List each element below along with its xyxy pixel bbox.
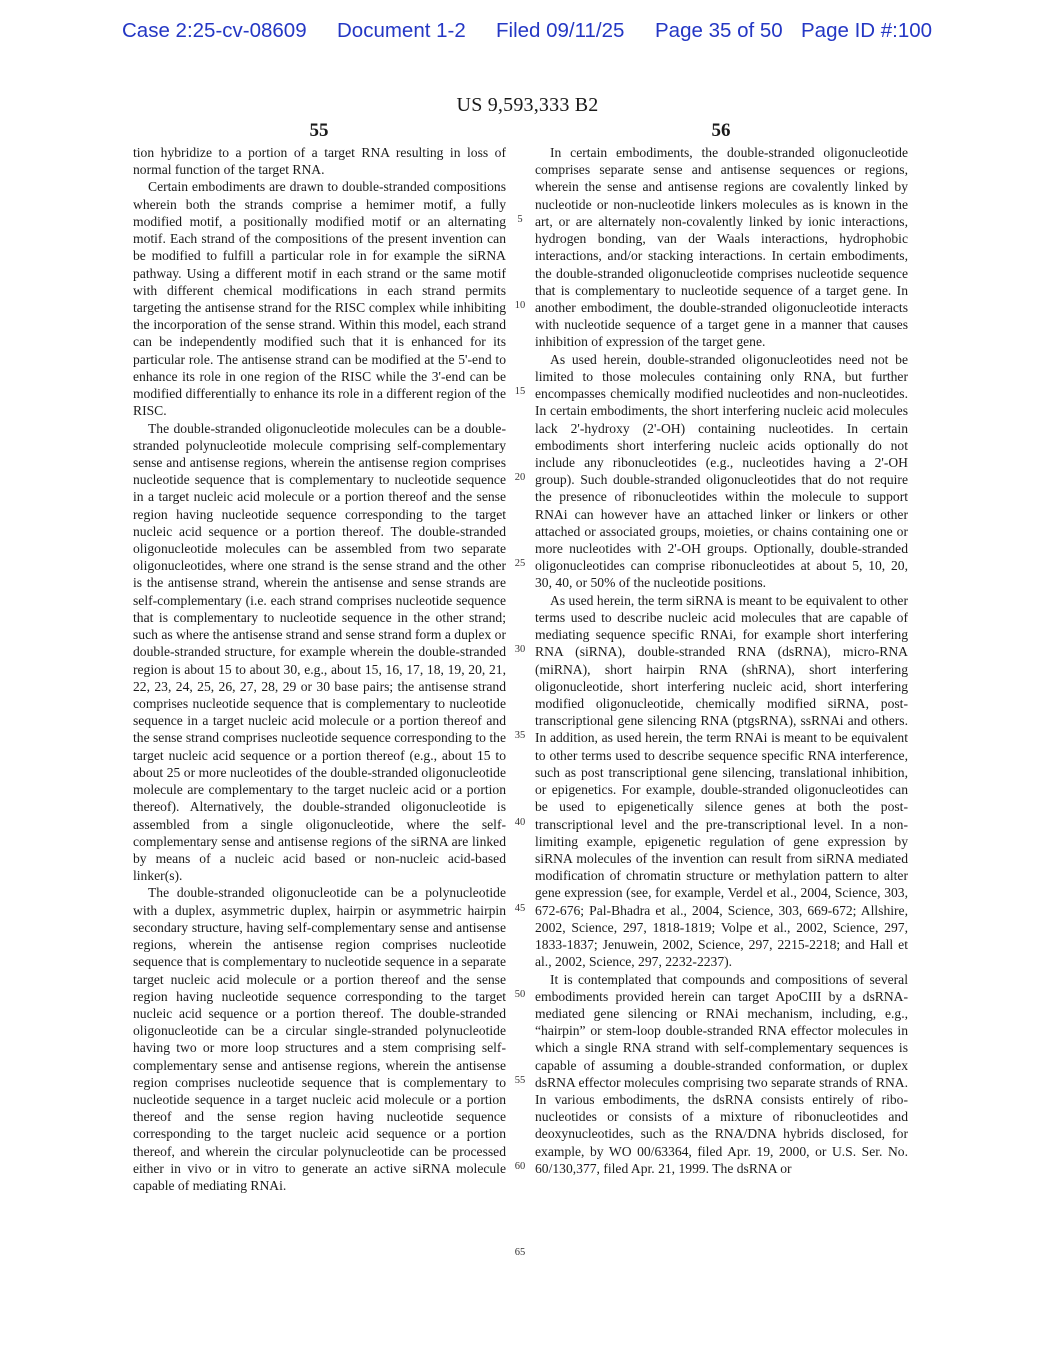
line-number: 20 [514, 472, 526, 483]
right-column [535, 144, 908, 1304]
left-paragraph: The double-stranded oligonucleotide can be a polynucleotide with a duplex, asymmetric duplex, hairpin or asymmetric hairpin secondary structure, having self-complementary sense and antisense regions, wherein the antisense region comprises nucleotide sequence that is complementary to nucleotide sequence in a separate target nucleic acid molecule or a portion thereof and the sense region having nucleotide sequence corresponding to the target nucleic acid sequence or a portion thereof. The double-stranded oligonucleotide can be a circular single-stranded polynucleotide having two or more loop structures and a stem comprising self-complementary sense and antisense regions, wherein the antisense region comprises nucleotide sequence that is complementary to nucleotide sequence in a target nucleic acid molecule or a portion thereof and the sense region having nucleotide sequence corresponding to the target nucleic acid sequence or a portion thereof, and wherein the circular polynucleotide can be processed either in vivo or in vitro to generate an active siRNA molecule capable of mediating RNAi. [133, 885, 506, 1194]
line-number: 10 [514, 300, 526, 311]
page-id: Page ID #:100 [801, 19, 933, 42]
line-number: 65 [514, 1247, 526, 1258]
line-number: 35 [514, 730, 526, 741]
patent-number: US 9,593,333 B2 [456, 94, 599, 116]
line-number: 15 [514, 386, 526, 397]
right-paragraph: As used herein, double-stranded oligonucleotides need not be limited to those molecules containing only RNA, but further encompasses chemically modified nucleotides and non-nucleotides. In certain embodiments, the short interfering nucleic acid molecules lack 2'-hydroxy (2'-OH) containing nucleotides. In certain embodiments short interfering nucleic acids optionally do not include any ribonucleotides (e.g., nucleotides having a 2'-OH group). Such double-stranded oligonucleotides that do not require the presence of ribonucleotides within the molecule to support RNAi can however have an attached linker or linkers or other attached or associated groups, moieties, or chains containing one or more nucleotides with 2'-OH groups. Optionally, double-stranded oligonucleotides can comprise ribonucleotides at about 5, 10, 20, 30, 40, or 50% of the nucleotide positions. [535, 351, 908, 591]
right-paragraph: In certain embodiments, the double-stranded oligonucleotide comprises separate sense and antisense sequences or regions, wherein the sense and antisense regions are covalently linked by nucleotide or non-nucleotide linkers molecules as is known in the art, or are alternately non-covalently linked by ionic interactions, hydrogen bonding, van der Waals interactions, hydrophobic interactions, and/or stacking interactions. In certain embodiments, the double-stranded oligonucleotide comprises nucleotide sequence that is complementary to nucleotide sequence of a target gene. In another embodiment, the double-stranded oligonucleotide interacts with nucleotide sequence of a target gene in a manner that causes inhibition of expression of the target gene. [535, 145, 908, 350]
filed-date: Filed 09/11/25 [496, 19, 625, 42]
line-number: 50 [514, 989, 526, 1000]
document-number: Document 1-2 [337, 19, 466, 42]
left-paragraph: Certain embodiments are drawn to double-stranded compositions wherein both the strands comprise a hemimer motif, a fully modified motif, a positionally modified motif or an alternating motif. Each strand of the compositions of the present invention can be modified to fulfill a particular role in for example the siRNA pathway. Using a different motif in each strand or the same motif with different chemical modifications in each strand permits targeting the antisense strand for the RISC complex while inhibiting the incorporation of the sense strand. Within this model, each strand can be independently modified such that it is enhanced for its particular role. The antisense strand can be modified at the 5'-end to enhance its role in one region of the RISC while the 3'-end can be modified differentially to enhance its role in a different region of the RISC. [133, 179, 506, 419]
left-column-number: 55 [309, 120, 329, 141]
page-count: Page 35 of 50 [655, 19, 783, 42]
right-paragraph: It is contemplated that compounds and compositions of several embodiments provided herein can target ApoCIII by a dsRNA-mediated gene silencing or RNAi mechanism, including, e.g., “hairpin” or stem-loop double-stranded RNA effector molecules in which a single RNA strand with self-complementary sequences is capable of assuming a double-stranded conformation, or duplex dsRNA effector molecules comprising two separate strands of RNA. In various embodiments, the dsRNA consists entirely of ribonucleotides or consists of a mixture of ribonucleotides and deoxynucleotides, such as the RNA/DNA hybrids disclosed, for example, by WO 00/63364, filed Apr. 19, 2000, or U.S. Ser. No. 60/130,377, filed Apr. 21, 1999. The dsRNA or [535, 971, 908, 1176]
line-number: 60 [514, 1161, 526, 1172]
left-paragraph: The double-stranded oligonucleotide molecules can be a double-stranded polynucleotide molecule comprising self-complementary sense and antisense regions, wherein the antisense region comprises nucleotide sequence that is complementary to nucleotide sequence in a target nucleic acid molecule or a portion thereof and the sense region having nucleotide sequence corresponding to the target nucleic acid sequence or a portion thereof. The double-stranded oligonucleotide molecules can be assembled from two separate oligonucleotides, where one strand is the sense strand and the other is the antisense strand, wherein the antisense and sense strands are self-complementary (i.e. each strand comprises nucleotide sequence that is complementary to nucleotide sequence in the other strand; such as where the antisense strand and sense strand form a duplex or double-stranded structure, for example wherein the double-stranded region is about 15 to about 30, e.g., about 15, 16, 17, 18, 19, 20, 21, 22, 23, 24, 25, 26, 27, 28, 29 or 30 base pairs; the antisense strand comprises nucleotide sequence that is complementary to nucleotide sequence in a target nucleic acid molecule or a portion thereof and the sense strand comprises nucleotide sequence corresponding to the target nucleic acid sequence or a portion thereof (e.g., about 15 to about 25 or more nucleotides of the double-stranded oligonucleotide molecule are complementary to the target nucleic acid or a portion thereof). Alternatively, the double-stranded oligonucleotide is assembled from a single oligonucleotide, where the self-complementary sense and antisense regions of the siRNA are linked by means of a nucleic acid based or non-nucleic acid-based linker(s). [133, 420, 506, 884]
left-column [133, 144, 506, 1304]
line-number: 25 [514, 558, 526, 569]
case-header [0, 19, 1055, 47]
line-number: 5 [517, 214, 523, 225]
right-paragraph: As used herein, the term siRNA is meant to be equivalent to other terms used to describe nucleic acid molecules that are capable of mediating sequence specific RNAi, for example short interfering RNA (siRNA), double-stranded RNA (dsRNA), micro-RNA (miRNA), short hairpin RNA (shRNA), short interfering oligonucleotide, short interfering nucleic acid, short interfering modified oligonucleotide, chemically modified siRNA, post-transcriptional gene silencing RNA (ptgsRNA), ssRNAi and others. In addition, as used herein, the term RNAi is meant to be equivalent to other terms used to describe sequence specific RNA interference, such as post transcriptional gene silencing, translational inhibition, or epigenetics. For example, double-stranded oligonucleotides can be used to epigenetically silence genes at both the post-transcriptional level and the pre-transcriptional level. In a non-limiting example, epigenetic regulation of gene expression by siRNA molecules of the invention can result from siRNA mediated modification of chromatin structure or methylation pattern to alter gene expression (see, for example, Verdel et al., 2004, Science, 303, 672-676; Pal-Bhadra et al., 2004, Science, 303, 669-672; Allshire, 2002, Science, 297, 1818-1819; Volpe et al., 2002, Science, 297, 1833-1837; Jenuwein, 2002, Science, 297, 2215-2218; and Hall et al., 2002, Science, 297, 2232-2237). [535, 592, 908, 970]
line-number: 55 [514, 1075, 526, 1086]
line-number: 40 [514, 817, 526, 828]
right-column-number: 56 [711, 120, 731, 141]
line-number: 45 [514, 903, 526, 914]
left-paragraph: tion hybridize to a portion of a target RNA resulting in loss of normal function of the target RNA. [133, 145, 506, 178]
case-number: Case 2:25-cv-08609 [122, 19, 307, 42]
line-number: 30 [514, 644, 526, 655]
